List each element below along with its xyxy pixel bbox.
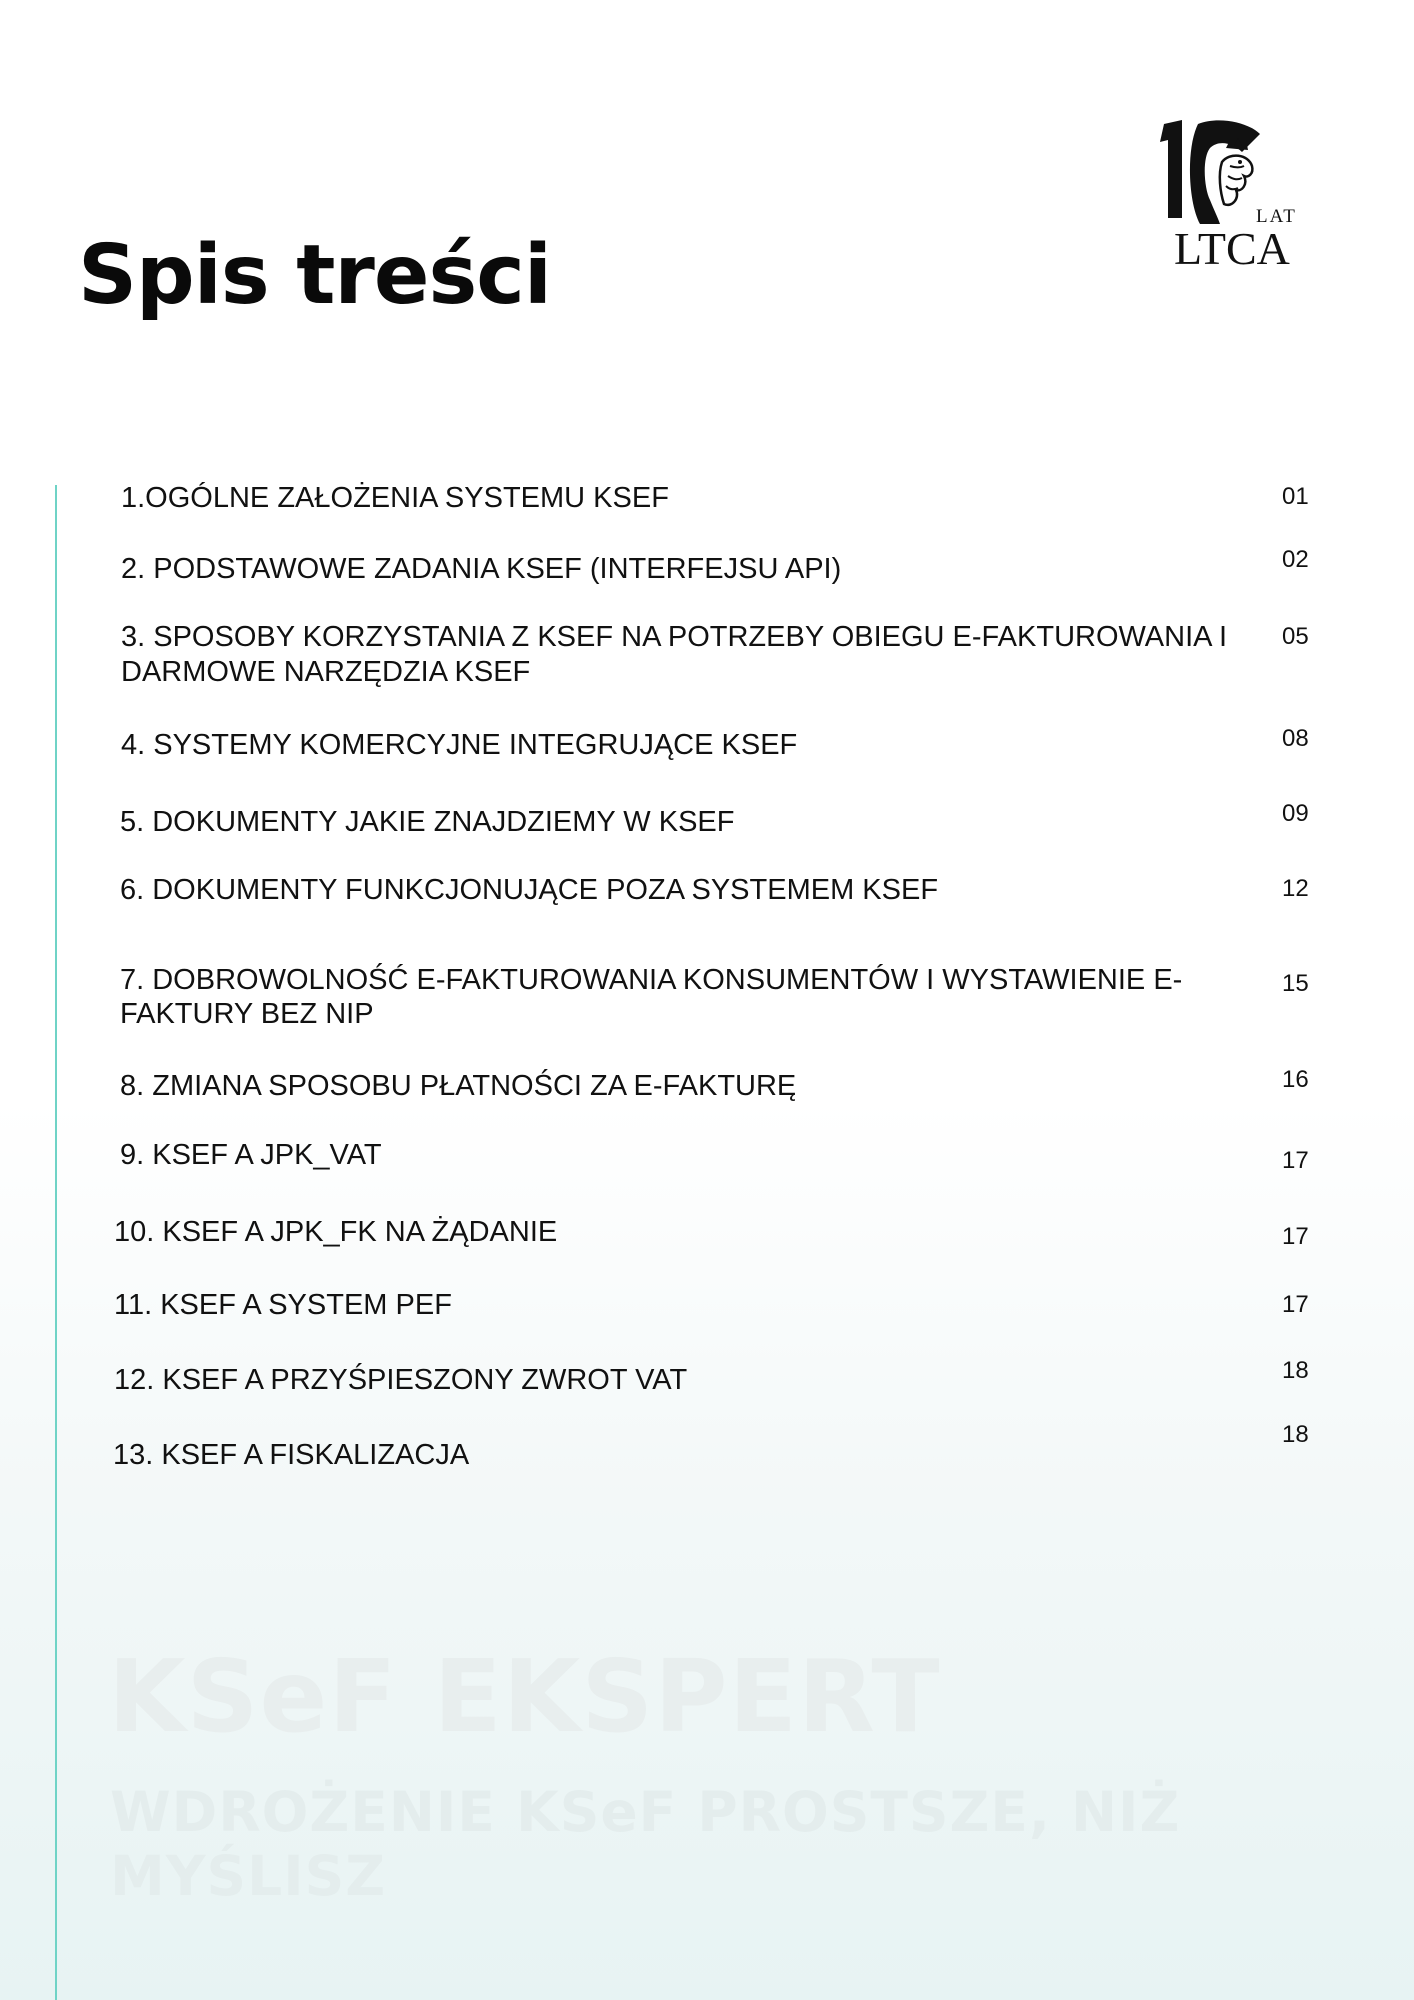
ltca-logo	[1160, 118, 1300, 278]
toc-item-page: 17	[1282, 1291, 1309, 1318]
watermark-title: KSeF EKSPERT	[108, 1638, 941, 1755]
logo-lat-text: LAT	[1256, 206, 1297, 227]
toc-item-label: 4. SYSTEMY KOMERCYJNE INTEGRUJĄCE KSEF	[121, 729, 798, 761]
toc-item-page: 02	[1282, 546, 1309, 573]
toc-item-label: 13. KSEF A FISKALIZACJA	[113, 1439, 470, 1471]
toc-item-label-continued: DARMOWE NARZĘDZIA KSEF	[121, 656, 531, 688]
toc-item-page: 18	[1282, 1357, 1309, 1384]
toc-item-label: 7. DOBROWOLNOŚĆ E-FAKTUROWANIA KONSUMENTÓW I WYSTAWIENIE E-	[120, 964, 1183, 996]
toc-item-label-continued: FAKTURY BEZ NIP	[120, 998, 374, 1030]
toc-item-page: 01	[1282, 483, 1309, 510]
side-accent-line	[55, 485, 57, 2000]
toc-item-label: 1.OGÓLNE ZAŁOŻENIA SYSTEMU KSEF	[121, 482, 669, 514]
toc-item-page: 12	[1282, 875, 1309, 902]
toc-item-label: 3. SPOSOBY KORZYSTANIA Z KSEF NA POTRZEBY OBIEGU E-FAKTUROWANIA I	[121, 621, 1228, 653]
toc-item-label: 8. ZMIANA SPOSOBU PŁATNOŚCI ZA E-FAKTURĘ	[120, 1070, 797, 1102]
toc-item-label: 10. KSEF A JPK_FK NA ŻĄDANIE	[114, 1216, 558, 1248]
logo-name-text: LTCA	[1174, 223, 1290, 274]
toc-item-page: 18	[1282, 1421, 1309, 1448]
page-title: Spis treści	[78, 228, 551, 323]
toc-item-page: 16	[1282, 1066, 1309, 1093]
toc-item-page: 08	[1282, 725, 1309, 752]
toc-item-page: 17	[1282, 1223, 1309, 1250]
toc-item-label: 6. DOKUMENTY FUNKCJONUJĄCE POZA SYSTEMEM KSEF	[120, 874, 939, 906]
toc-item-label: 2. PODSTAWOWE ZADANIA KSEF (INTERFEJSU API)	[121, 553, 842, 585]
ten-years-emblem-icon	[1160, 118, 1270, 228]
toc-item-page: 09	[1282, 800, 1309, 827]
toc-item-label: 9. KSEF A JPK_VAT	[120, 1139, 382, 1171]
toc-item-page: 05	[1282, 623, 1309, 650]
watermark-subtitle: WDROŻENIE KSeF PROSTSZE, NIŻ MYŚLISZ	[110, 1780, 1181, 1908]
toc-item-page: 15	[1282, 970, 1309, 997]
toc-item-label: 11. KSEF A SYSTEM PEF	[114, 1289, 452, 1321]
toc-item-label: 5. DOKUMENTY JAKIE ZNAJDZIEMY W KSEF	[120, 806, 735, 838]
toc-item-label: 12. KSEF A PRZYŚPIESZONY ZWROT VAT	[114, 1364, 688, 1396]
toc-item-page: 17	[1282, 1147, 1309, 1174]
